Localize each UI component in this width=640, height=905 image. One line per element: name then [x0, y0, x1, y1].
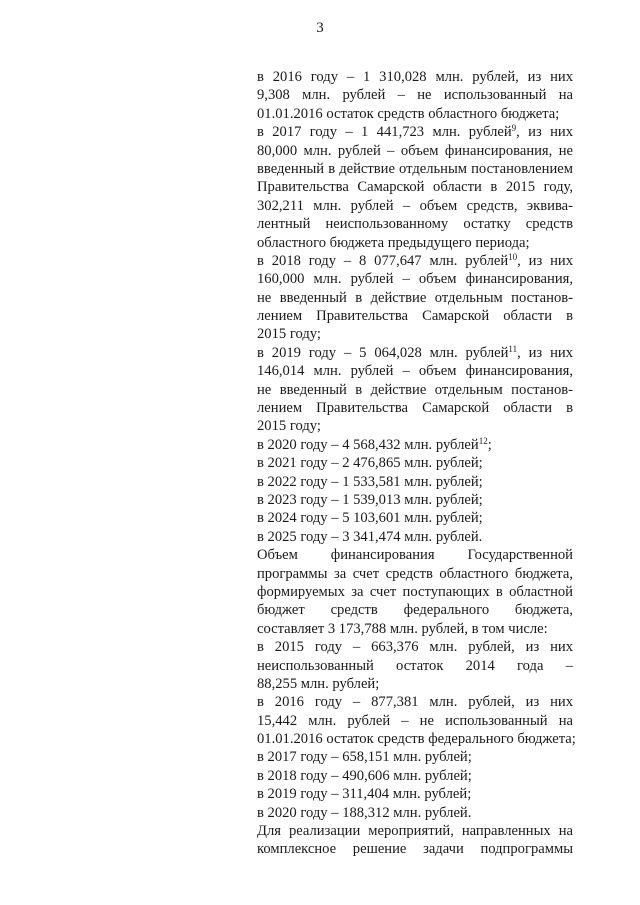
text-line	[257, 362, 573, 380]
text-line-content: областного бюджета предыдущего периода;	[257, 234, 530, 251]
text-line	[257, 601, 573, 619]
text-line-content: в 2020 году – 4 568,432 млн. рублей	[257, 436, 479, 453]
text-line	[257, 509, 573, 527]
text-line-continuation: ;	[487, 436, 492, 453]
text-line	[257, 767, 573, 785]
text-line	[257, 68, 573, 86]
text-line-content: лением Правительства Самарской области в	[257, 400, 573, 417]
text-line	[257, 785, 573, 803]
text-line-content: формируемых за счет поступающих в областной	[257, 583, 573, 600]
text-line	[257, 105, 573, 123]
text-line-content: в 2016 году – 1 310,028 млн. рублей, из них	[257, 69, 573, 85]
text-line-content: в 2023 году – 1 539,013 млн. рублей;	[257, 491, 483, 508]
text-line-content: 01.01.2016 остаток средств федерального бюджета;	[257, 731, 576, 748]
text-line-content: в 2016 году – 877,381 млн. рублей, из них	[257, 694, 573, 711]
text-line	[257, 730, 576, 748]
text-line	[257, 289, 573, 307]
text-line	[257, 178, 573, 196]
text-line-content: в 2020 году – 188,312 млн. рублей.	[257, 804, 472, 821]
text-line	[257, 693, 573, 711]
text-line	[257, 160, 573, 178]
text-line-content: в 2018 году – 490,606 млн. рублей;	[257, 767, 472, 784]
text-line-content: лением Правительства Самарской области в	[257, 308, 573, 325]
text-line	[257, 399, 573, 417]
page-number: 3	[316, 20, 324, 36]
text-line-content: в 2019 году – 311,404 млн. рублей;	[257, 786, 472, 803]
text-line-content: 302,211 млн. рублей – объем средств, эквива-	[257, 197, 573, 214]
text-line	[257, 822, 573, 840]
text-line	[257, 215, 573, 233]
text-line	[257, 381, 573, 399]
text-line	[257, 638, 573, 656]
text-line-content: 01.01.2016 остаток средств областного бюджета;	[257, 105, 560, 122]
document-text-block	[257, 68, 576, 859]
text-line	[257, 583, 573, 601]
text-line	[257, 270, 573, 288]
text-line	[257, 436, 573, 454]
text-line-content: неиспользованный остаток 2014 года –	[257, 657, 573, 674]
text-line-content: комплексное решение задачи подпрограммы	[257, 841, 573, 858]
text-line-content: Объем финансирования Государственной	[257, 547, 573, 564]
text-line-content: в 2019 году – 5 064,028 млн. рублей	[257, 344, 509, 361]
text-line-content: 2015 году;	[257, 326, 321, 343]
text-line	[257, 123, 573, 141]
text-line-content: не введенный в действие отдельным постанов-	[257, 381, 573, 398]
text-line	[257, 565, 573, 583]
text-line-content: 2015 году;	[257, 418, 321, 435]
text-line-content: в 2021 году – 2 476,865 млн. рублей;	[257, 455, 483, 472]
text-line-content: в 2022 году – 1 533,581 млн. рублей;	[257, 473, 483, 490]
text-line	[257, 804, 573, 822]
text-line-content: 88,255 млн. рублей;	[257, 675, 380, 692]
text-line	[257, 234, 573, 252]
text-line-content: 9,308 млн. рублей – не использованный на	[257, 87, 573, 104]
text-line	[257, 675, 573, 693]
footnote-marker: 11	[508, 343, 518, 354]
text-line-content: составляет 3 173,788 млн. рублей, в том числе:	[257, 620, 548, 637]
text-line-content: 80,000 млн. рублей – объем финансирования, не	[257, 142, 573, 159]
text-line-content: Правительства Самарской области в 2015 году,	[257, 179, 573, 196]
text-line-content: не введенный в действие отдельным постанов-	[257, 289, 573, 306]
text-line	[257, 491, 573, 509]
text-line-continuation: , из них	[516, 124, 573, 141]
text-line-content: Для реализации мероприятий, направленных на	[257, 823, 573, 840]
text-line	[257, 252, 573, 270]
text-line-content: лентный неиспользованному остатку средств	[257, 216, 573, 233]
footnote-marker: 10	[508, 251, 518, 262]
text-line	[257, 417, 573, 435]
text-line-content: в 2017 году – 1 441,723 млн. рублей	[257, 124, 512, 141]
text-line-content: 146,014 млн. рублей – объем финансирования,	[257, 363, 573, 380]
text-line	[257, 325, 573, 343]
text-line-content: 160,000 млн. рублей – объем финансирования,	[257, 271, 573, 288]
text-line	[257, 307, 573, 325]
text-line	[257, 748, 573, 766]
text-line	[257, 197, 573, 215]
text-line-content: бюджет средств федерального бюджета,	[257, 602, 573, 619]
text-line	[257, 86, 573, 104]
text-line-content: в 2017 году – 658,151 млн. рублей;	[257, 749, 472, 766]
footnote-marker: 12	[478, 435, 488, 446]
text-line-continuation: , из них	[517, 252, 573, 269]
text-line	[257, 528, 573, 546]
text-line-content: в 2015 году – 663,376 млн. рублей, из них	[257, 639, 573, 656]
text-line	[257, 546, 573, 564]
footnote-marker: 9	[511, 123, 517, 134]
text-line	[257, 142, 573, 160]
text-line-content: в 2025 году – 3 341,474 млн. рублей.	[257, 528, 483, 545]
text-line	[257, 657, 573, 675]
text-line	[257, 344, 573, 362]
text-line-content: введенный в действие отдельным постановлением	[257, 160, 573, 177]
text-line-content: в 2024 году – 5 103,601 млн. рублей;	[257, 510, 483, 527]
text-line	[257, 620, 573, 638]
text-line-content: программы за счет средств областного бюджета,	[257, 565, 573, 582]
text-line-content: в 2018 году – 8 077,647 млн. рублей	[257, 252, 509, 269]
text-line	[257, 840, 573, 858]
text-line	[257, 454, 573, 472]
text-line-content: 15,442 млн. рублей – не использованный на	[257, 712, 573, 729]
text-line	[257, 712, 573, 730]
text-line	[257, 473, 573, 491]
text-line-continuation: , из них	[517, 344, 574, 361]
